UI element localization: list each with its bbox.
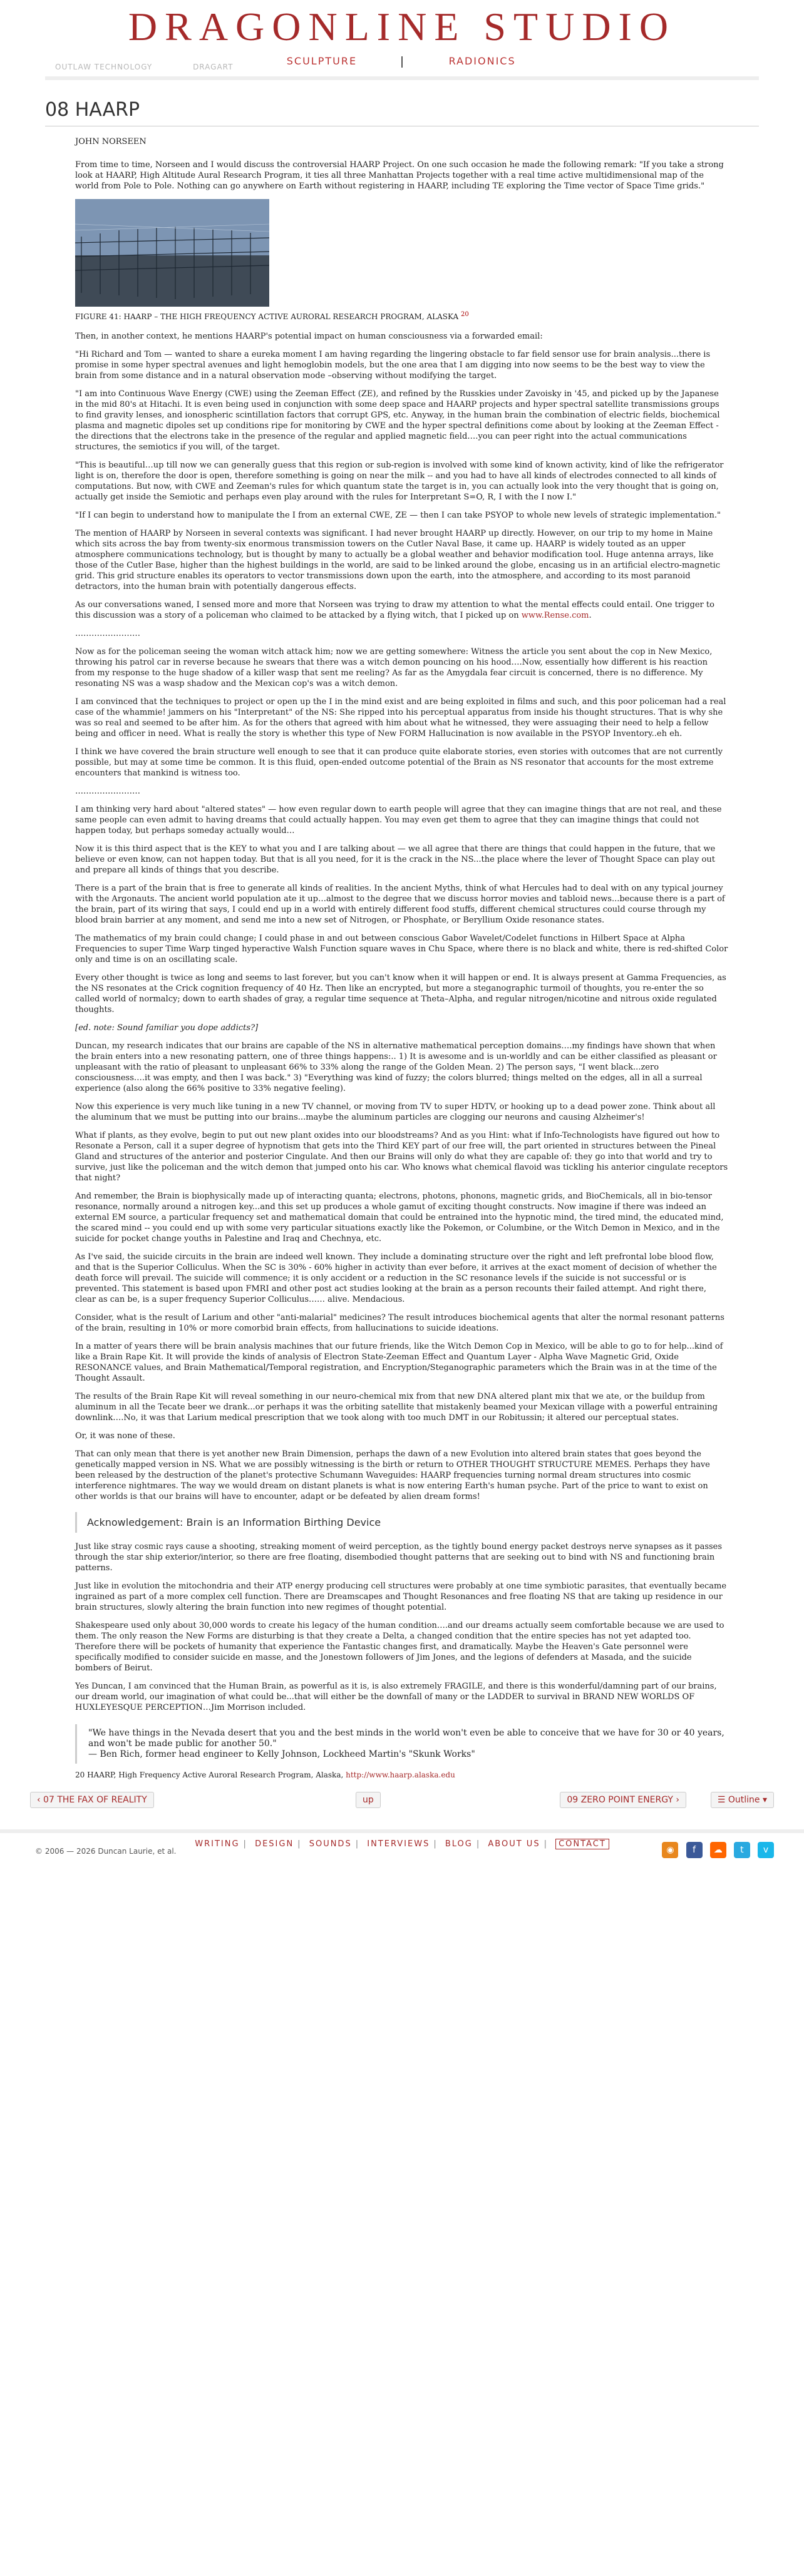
quote-attribution: — Ben Rich, former head engineer to Kelly Johnson, Lockheed Martin's "Skunk Works" (88, 1749, 475, 1759)
rss-icon[interactable]: ◉ (662, 1842, 678, 1858)
paragraph: That can only mean that there is yet another new Brain Dimension, perhaps the dawn of a new Evolution into altered brain states that goes beyond the genetically mapped version in NS. What we are possibly witnessing is the birth or return to OTHER THOUGHT STRUCTURE MEMES. Perhaps they have been released by the destruction of the planet's protective Schumann Waveguides: HAARP frequencies turning normal dream structures into cosmic interference nightmares. The way we would dream on distant planets is what is now entering Earth's human psyche. Part of the price to want to exist on other worlds is that our brains will have to encounter, adapt or be defeated by alien dream forms! (75, 1449, 710, 1501)
up-button[interactable]: up (356, 1792, 381, 1808)
paragraph: As I've said, the suicide circuits in the brain are indeed well known. They include a dominating structure over the right and left prefrontal lobe blood flow, and that is the Superior Colliculus. When the SC is 30% - 60% higher in activity than ever before, it arrives at the exact moment of decision of whether the death force will prevail. The suicide will commence; it is only accident or a reduction in the SC resonance levels if the suicide is not successful or is prevented. This statement is based upon FMRI and other post act studies looking at the brain as a person recounts their failed attempt. And right there, clear as can be, is a super frequency Superior Colliculus…… alive. Mendacious. (75, 1252, 717, 1304)
footer-nav-sounds[interactable]: SOUNDS (309, 1839, 352, 1849)
blockquote (75, 1724, 729, 1764)
figure-caption-text: FIGURE 41: HAARP – THE HIGH FREQUENCY ACTIVE AURORAL RESEARCH PROGRAM, ALASKA (75, 312, 459, 321)
paragraph: Consider, what is the result of Larium and other "anti-malarial" medicines? The result introduces biochemical agents that alter the normal resonant patterns of the brain, resulting in 10% or more comorbid brain effects, from hallucinations to suicide ideations. (75, 1313, 724, 1333)
social-icons (658, 1842, 774, 1858)
paragraph: Just like in evolution the mitochondria and their ATP energy producing cell structures were probably at one time symbiotic parasites, that eventually became ingrained as part of a more complex cell function. There are Dreamscapes and Thought Resonances and free floating NS that are taking up residence in our brain structures, slowly altering the brain function into new regimes of thought potential. (75, 1582, 727, 1612)
prev-page-button[interactable]: ‹ 07 THE FAX OF REALITY (30, 1792, 154, 1808)
footer: WRITING | DESIGN | SOUNDS | INTERVIEWS | BLOG | ABOUT US | CONTACT © 2006 — 2026 Duncan Laurie, et al. ◉ f ☁ t v (0, 1829, 804, 1864)
outline-dropdown[interactable] (711, 1792, 774, 1808)
paragraph: The mention of HAARP by Norseen in several contexts was significant. I had never brought HAARP up directly. However, on our trip to my home in Maine which sits across the bay from twenty-six enormous transmission towers on the Cutler Naval Base, it came up. HAARP is widely touted as an upper atmosphere communications technology, but is thought by many to actually be a global weather and behavior modification tool. Huge antenna arrays, like those of the Cutler Base, higher than the highest buildings in the world, are said to be linked around the globe, encasing us in an artificial electro-magnetic grid. This grid structure enables its operators to vector transmissions down upon the earth, into the atmosphere, and according to its most paranoid detractors, into the human brain with potentially dangerous effects. (75, 529, 721, 591)
paragraph: I am convinced that the techniques to project or open up the I in the mind exist and are being exploited in films and such, and this poor policeman had a real case of the whammie! jammers on his "Interpretant" of the NS: She ripped into his perceptual apparatus from inside his thought structures. That is why she was so real and seemed to be after him. As for the others that agreed with him about what he witnessed, they were assuaging their need to help a fellow being and officer in need. What is really the story is whether this type of New FORM Hallucination is now available in the PSYOP Inventory..eh eh. (75, 697, 726, 739)
haarp-antenna-illustration (75, 199, 269, 307)
footnote-text: 20 HAARP, High Frequency Active Auroral Research Program, Alaska, (75, 1771, 344, 1779)
site-header (0, 0, 804, 80)
paragraph: Just like stray cosmic rays cause a shooting, streaking moment of weird perception, as the tightly bound energy packet destroys nerve synapses as it passes through the star ship exterior/interior, so there are free floating, disembodied thought patterns that are seeking out to bind with NS and functioning brain patterns. (75, 1542, 723, 1573)
outline-label: Outline (728, 1795, 760, 1805)
copyright: © 2006 — 2026 Duncan Laurie, et al. (35, 1847, 177, 1856)
paragraph: There is a part of the brain that is free to generate all kinds of realities. In the ancient Myths, think of what Hercules had to deal with on any typical journey with the Argonauts. The ancient world population ate it up…almost to the degree that we discuss horror movies and tabloid news...because there is a part of the brain, part of its wiring that says, I could end up in a world with entirely different food stuffs, different chemical structures could course through my blood brain barrier at any moment, and send me into a new set of Nitrogen, or Phosphate, or Beryllium Oxide resonance states. (75, 884, 725, 925)
chevron-down-icon: ▾ (760, 1795, 767, 1805)
vimeo-icon[interactable]: v (758, 1842, 774, 1858)
nav-radionics[interactable]: RADIONICS (448, 55, 516, 67)
paragraph: "Hi Richard and Tom — wanted to share a eureka moment I am having regarding the lingering obstacle to far field sensor use for brain analysis...there is promise in some hyper spectral avenues and light hemoglobin models, but the one area that I am digging into now seems to be the best way to view the brain from some distance and in a natural observation mode –observing without modifying the target. (75, 350, 711, 381)
acknowledgement-heading: Acknowledgement: Brain is an Information Birthing Device (75, 1512, 729, 1533)
main-nav (0, 55, 804, 68)
paragraph-with-link: As our conversations waned, I sensed more and more that Norseen was trying to draw my attention to what the mental effects could entail. One trigger to this discussion was a story of a policeman who claimed to be attacked by a flying witch, that I picked up on www.Rense.com. (75, 600, 714, 620)
paragraph: I think we have covered the brain structure well enough to see that it can produce quite elaborate stories, even stories with outcomes that are not currently possible, but may at some time be common. It is this fluid, open-ended outcome potential of the Brain as NS resonator that accounts for the most extreme encounters that mankind is witness too. (75, 747, 723, 778)
article-content (45, 136, 759, 1781)
figure-caption (75, 309, 729, 322)
paragraph: The results of the Brain Rape Kit will reveal something in our neuro-chemical mix from that new DNA altered plant mix that we ate, or the buildup from aluminum in all the Tecate beer we drank...or perhaps it was the orbiting satellite that mistakenly beamed your Mexican village with a powerful entraining downlink….No, it was that Larium medical prescription that we took along with too much DMT in our Robitussin; it altered our perceptual states. (75, 1392, 718, 1423)
paragraph: In a matter of years there will be brain analysis machines that our future friends, like the Witch Demon Cop in Mexico, will be able to go to for help...kind of like a Brain Rape Kit. It will provide the kinds of analysis of Electron State-Zeeman Effect and Quantum Layer - Alpha Wave Magnetic Grid, Oxide RESONANCE values, and Brain Mathematical/Temporal registration, and Encryption/Steganographic parameters which the Brain was in at the time of the Thought Assault. (75, 1342, 723, 1383)
footnote (75, 1770, 729, 1781)
footer-nav-about[interactable]: ABOUT US (488, 1839, 540, 1849)
soundcloud-icon[interactable]: ☁ (710, 1842, 726, 1858)
nav-separator (401, 56, 403, 68)
paragraph: "If I can begin to understand how to manipulate the I from an external CWE, ZE — then I can take PSYOP to whole new levels of strategic implementation." (75, 511, 721, 520)
paragraph-text: As our conversations waned, I sensed more and more that Norseen was trying to draw my attention to what the mental effects could entail. One trigger to this discussion was a story of a policeman who claimed to be attacked by a flying witch, that I picked up on (75, 600, 714, 620)
header-bar (45, 76, 759, 80)
twitter-icon[interactable]: t (734, 1842, 750, 1858)
haarp-antenna-photo[interactable] (75, 199, 269, 307)
paragraph: I am thinking very hard about "altered states" — how even regular down to earth people will agree that they can imagine things that are not real, and these same people can even admit to having dreams that could actually happen. You may even get them to agree that they can imagine things that could not happen today, but perhaps someday actually would… (75, 805, 722, 836)
haarp-link[interactable]: http://www.haarp.alaska.edu (346, 1771, 455, 1779)
quote-text: "We have things in the Nevada desert that you and the best minds in the world won't even be able to conceive that we have for 30 or 40 years, and won't be made public for another 50." (88, 1728, 724, 1749)
paragraph: Then, in another context, he mentions HAARP's potential impact on human consciousness via a forwarded email: (75, 332, 543, 341)
footer-nav-interviews[interactable]: INTERVIEWS (367, 1839, 430, 1849)
section-divider: …………………… (75, 629, 140, 638)
paragraph: Now it is this third aspect that is the KEY to what you and I are talking about — we all agree that there are things that could happen in the future, that we believe or even know, can not happen today. But that is all you need, for it is the crack in the NS...the place where the lever of Thought Space can play out and prepare all kinds of things that you describe. (75, 844, 716, 875)
list-icon: ☰ (717, 1795, 728, 1805)
paragraph: "I am into Continuous Wave Energy (CWE) using the Zeeman Effect (ZE), and refined by the Russkies under Zavoisky in '45, and picked up by the Japanese in the mid 80's at Hitachi. It is even being used in conjunction with some deep space and HAARP projects and hyper spectral satellite transmissions groups to find gravity lenses, and ionospheric scintillation factors that corrupt GPS, etc. Anyway, in the human brain the combination of electric fields, biochemical plasma and magnetic dipoles set up conditions ripe for monitoring by CWE and the hyper spectral definitions come about by looking at the Zeeman Effect - the directions that the electrons take in the presence of the regular and applied magnetic field….you can peer right into the actual communications structures, the semiotics if you will, of the target. (75, 389, 720, 452)
nav-sculpture[interactable]: SCULPTURE (286, 55, 358, 67)
subnav-outlaw-technology[interactable]: OUTLAW TECHNOLOGY (55, 63, 153, 71)
paragraph: Or, it was none of these. (75, 1431, 175, 1441)
footer-nav-writing[interactable]: WRITING (195, 1839, 240, 1849)
footer-nav-contact[interactable]: CONTACT (555, 1839, 609, 1849)
paragraph: Now as for the policeman seeing the woman witch attack him; now we are getting somewhere: Witness the article you sent about the cop in New Mexico, throwing his patrol car in reverse because he swears that there was a witch demon pouncing on his hood….Now, essentially how different is his reaction from my response to the huge shadow of a killer wasp that sent me reeling? As far as the Amygdala fear circuit is concerned, there is no difference. My resonating NS was a wasp shadow and the Mexican cop's was a witch demon. (75, 647, 713, 688)
rense-link[interactable]: www.Rense.com (521, 611, 589, 620)
site-title[interactable]: DRAGONLINE STUDIO (128, 4, 676, 49)
page-title: 08 HAARP (45, 99, 140, 121)
paragraph: Every other thought is twice as long and seems to last forever, but you can't know when it will happen or end. It is always present at Gamma Frequencies, as the NS resonates at the Crick cognition frequency of 40 Hz. Then like an encrypted, but more a steganographic turmoil of thoughts, you re-enter the so called world of normalcy; down to earth shades of gray, a regular time sequence at Theta–Alpha, and regular nitrogen/nicotine and nitrous oxide regulated thoughts. (75, 973, 726, 1015)
author: JOHN NORSEEN (75, 137, 147, 146)
paragraph: Shakespeare used only about 30,000 words to create his legacy of the human condition….and our dreams actually seem comfortable because we are used to them. The only reason the New Forms are disturbing is that they create a Delta, a changed condition that the entire species has not yet adapted too. Therefore there will be pockets of humanity that experience the Fantastic changes first, and dramatically. Maybe the Heaven's Gate personnel were specifically modified to consider suicide en masse, and the Jonestown followers of Jim Jones, and the legions of defenders at Masada, and the suicide bombers of Beirut. (75, 1621, 724, 1673)
editor-note: [ed. note: Sound familiar you dope addicts?] (75, 1023, 259, 1033)
next-page-button[interactable]: 09 ZERO POINT ENERGY › (560, 1792, 686, 1808)
footer-nav-blog[interactable]: BLOG (445, 1839, 473, 1849)
paragraph: From time to time, Norseen and I would discuss the controversial HAARP Project. On one such occasion he made the following remark: "If you take a strong look at HAARP, High Altitude Aural Research Program, it ties all three Manhattan Projects together with a real time active multidimensional map of the world from Pole to Pole. Nothing can go anywhere on Earth without registering in HAARP, including TE exploring the Time vector of Space Time grids." (75, 160, 724, 191)
footer-nav-design[interactable]: DESIGN (255, 1839, 294, 1849)
paragraph: Duncan, my research indicates that our brains are capable of the NS in alternative mathematical perception domains….my findings have shown that when the brain enters into a new resonating pattern, one of three things happens:.. 1) It is awesome and is un-worldly and can be either classified as pleasant or unpleasant with the ratio of pleasant to unpleasant 66% to 33% along the range of the Golden Mean. 2) The person says, "I went black...zero consciousness….it was empty, and then I was back." 3) "Everything was kind of fuzzy; the colors blurred; things melted on the edges, all in all a surreal experience (also along the 66% positive to 33% negative feeling). (75, 1041, 717, 1093)
paragraph: Yes Duncan, I am convinced that the Human Brain, as powerful as it is, is also extremely FRAGILE, and there is this wonderful/damning part of our brains, our dream world, our imagination of what could be...that will either be the downfall of many or the LADDER to survival in BRAND NEW WORLDS OF HUXLEYESQUE PERCEPTION…Jim Morrison included. (75, 1682, 717, 1712)
facebook-icon[interactable]: f (686, 1842, 703, 1858)
paragraph: What if plants, as they evolve, begin to put out new plant oxides into our bloodstreams? And as you Hint: what if Info-Technologists have figured out how to Resonate a Person, call it a super degree of hypnotism that gets into the Third KEY part of our free will, the part oriented in structures between the Pineal Gland and structures of the anterior and posterior Cingulate. And then our Brains will only do what they are capable of: they go into that world and try to survive, just like the policeman and the witch demon that jumped onto his car. Who knows what chemical flavoid was tickling his anterior cingulate receptors that night? (75, 1131, 728, 1183)
paragraph: "This is beautiful…up till now we can generally guess that this region or sub-region is involved with some kind of known activity, kind of like the refrigerator light is on, therefore the door is open, therefore something is going on near the milk -- and you had to have all kinds of electrodes connected to all kinds of computations. But now, with CWE and Zeeman's rules for which quantum state the target is in, you can actually look into the very thought that is going on, actually get inside the Semiotic and perhaps even play around with the rules for Interpretant S=O, R, I with the I now I." (75, 461, 724, 502)
paragraph: Now this experience is very much like tuning in a new TV channel, or moving from TV to super HDTV, or hooking up to a dead power zone. Think about all the aluminum that we must be putting into our brains...maybe the aluminum particles are clogging our neurons and causing Alzheimer's! (75, 1102, 716, 1122)
paragraph: And remember, the Brain is biophysically made up of interacting quanta; electrons, photons, phonons, magnetic grids, and BioChemicals, all in bio-tensor resonance, normally around a nitrogen key...and this set up produces a whole gamut of exciting thought constructs. Now imagine if there was indeed an external EM source, a particular frequency set and mathematical domain that could be entrained into the hypnotic mind, the tired mind, the educated mind, the scared mind -- you could end up with some very particular situations exactly like the Pokemon, or Columbine, or the Witch Demon in Mexico, and in the suicide for pocket change youths in Palestine and Iraq and Chechnya, etc. (75, 1192, 724, 1244)
footnote-ref[interactable]: 20 (460, 311, 469, 318)
paragraph: The mathematics of my brain could change; I could phase in and out between conscious Gabor Wavelet/Codelet functions in Hilbert Space at Alpha Frequencies to super Time Warp tinged hyperactive Walsh Function square waves in Chu Space, where there is no black and white, there is red-shifted Color only and time is on an oscillating scale. (75, 934, 728, 964)
subnav-dragart[interactable]: DRAGART (193, 63, 234, 71)
section-divider: …………………… (75, 787, 140, 796)
page-body (0, 80, 804, 1781)
book-pager (30, 1792, 774, 1817)
